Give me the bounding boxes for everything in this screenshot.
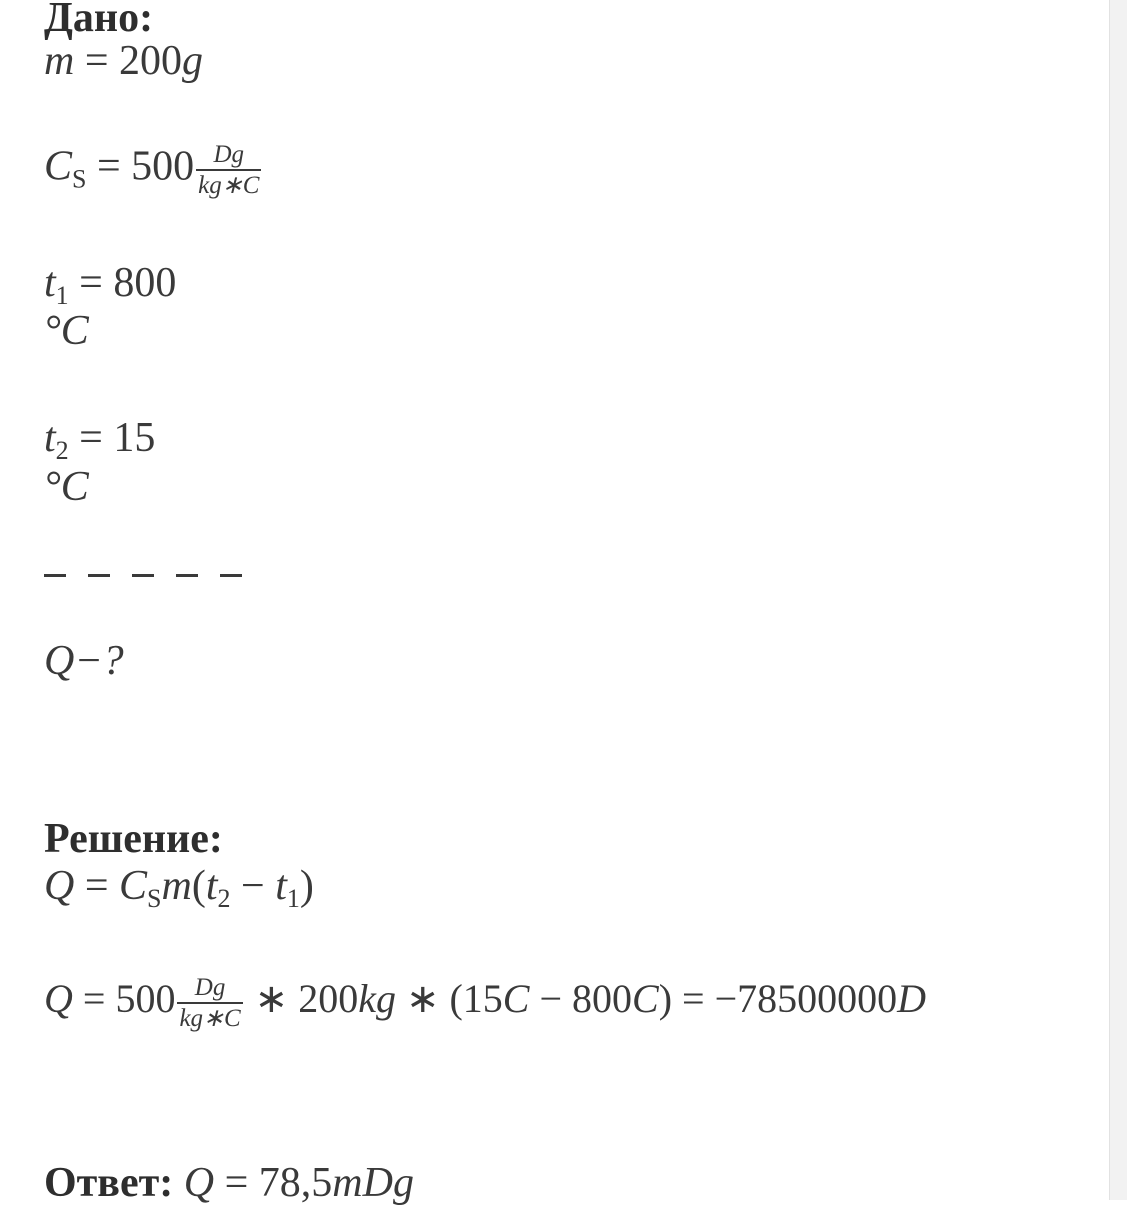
formula-close-paren: ) [299,863,314,909]
answer-header: Ответ: [44,1160,174,1206]
formula-minus: − [230,863,276,909]
heat-capacity-unit-fraction [196,142,261,198]
t1-symbol: t [44,260,56,306]
t1-line [44,262,176,309]
t2-subscript: 2 [55,436,69,465]
calc-heat-capacity: = 500 [72,976,176,1022]
solution-header: Решение: [44,816,223,862]
formula-q: Q [44,863,75,909]
t2-unit: °C [44,464,89,510]
formula-t1-subscript: 1 [286,884,300,913]
t1-value: = 800 [68,260,177,306]
fraction-numerator: Dg [213,141,245,168]
formula-t1: t [275,863,287,909]
formula-c-subscript: S [147,884,162,913]
formula-m: m [161,863,192,909]
fraction-denominator: kg∗C [198,172,260,199]
heat-capacity-symbol: C [44,143,73,190]
unknown-line: Q−? [44,638,124,684]
fraction-bar [196,169,261,171]
mass-value: = 200 [74,38,183,84]
heat-capacity-value: = 500 [86,143,195,190]
t2-symbol: t [44,415,56,461]
formula-equals: = [74,863,120,909]
calculation-line [44,975,926,1031]
answer-unit: mDg [332,1160,414,1206]
calc-fraction-numerator: Dg [194,974,226,1001]
calc-fraction-bar [177,1002,242,1004]
separator-dashes [44,574,254,577]
answer-line [44,1162,414,1204]
calc-t1-value: − 800 [529,976,633,1022]
heat-capacity-subscript: S [72,164,87,194]
mass-unit: g [182,38,204,84]
formula-c: C [119,863,148,909]
answer-q: Q [183,1160,215,1206]
answer-value: = 78,5 [214,1160,333,1206]
formula-t2: t [205,863,218,909]
formula-line [44,865,314,912]
calc-result-unit: D [897,976,927,1022]
calc-mass-value: ∗ 200 [244,976,359,1022]
heat-capacity-line [44,142,263,198]
calc-q: Q [44,976,73,1022]
formula-open-paren: ( [191,863,206,909]
mass-line [44,40,203,82]
calc-fraction-denominator: kg∗C [179,1005,241,1032]
page-edge [1109,0,1127,1200]
calc-t2-value: ∗ (15 [395,976,503,1022]
t1-unit: °C [44,308,89,354]
calc-result: ) = −78500000 [658,976,898,1022]
t2-line [44,417,155,464]
given-header: Дано: [44,0,154,41]
calc-unit-fraction [177,975,242,1031]
calc-t2-unit: C [502,976,530,1022]
calc-mass-unit: kg [358,976,396,1022]
t2-value: = 15 [68,415,156,461]
mass-symbol: m [44,38,75,84]
formula-t2-subscript: 2 [217,884,231,913]
t1-subscript: 1 [55,281,69,310]
calc-t1-unit: C [632,976,659,1022]
